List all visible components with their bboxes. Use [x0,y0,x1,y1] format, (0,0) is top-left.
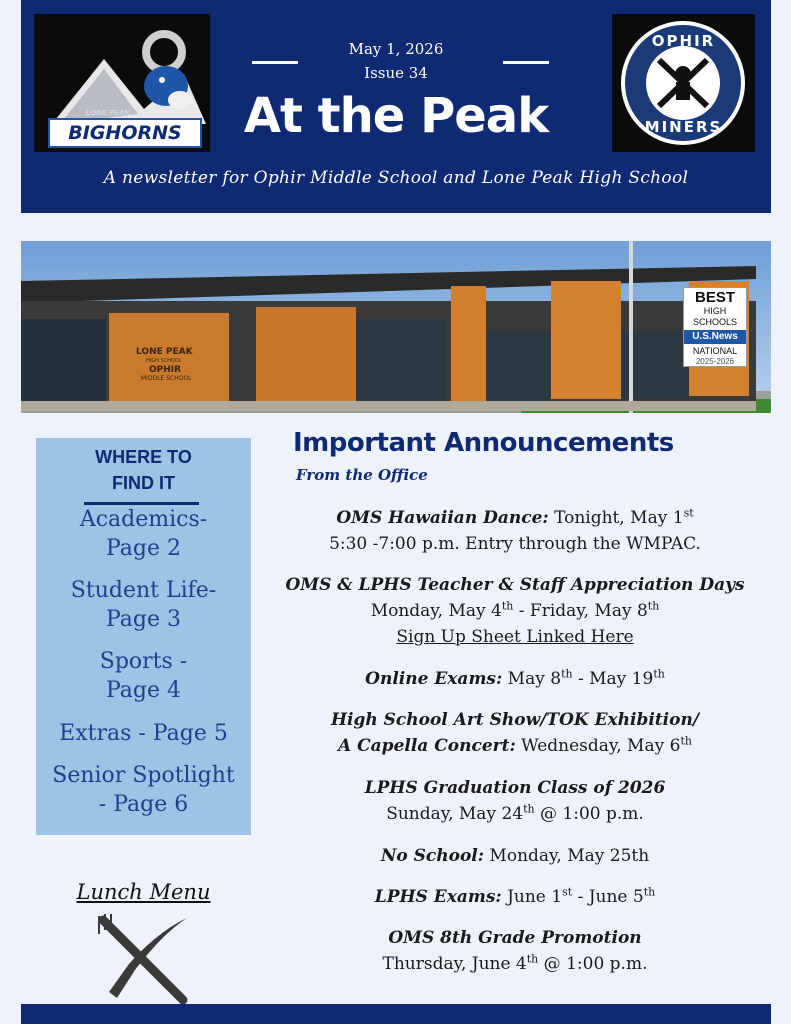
issue-number: Issue 34 [364,64,428,82]
badge-line1: BEST [694,289,735,306]
toc-item-line: Senior Spotlight [52,763,235,788]
announcement-label: A Capella Concert: [338,736,516,756]
announcement-line [268,951,762,977]
ordinal-suffix: th [561,667,573,681]
ordinal-suffix: th [653,667,665,681]
newsletter-header [21,0,771,213]
announcement-label: OMS 8th Grade Promotion [388,928,642,948]
announcement-item [268,505,762,557]
where-to-find-it-box [36,438,251,835]
announcement-text: Wednesday, May 6 [515,736,681,756]
announcement-item [268,572,762,650]
announcement-label: LPHS Exams: [374,887,502,907]
newsletter-title: At the Peak [243,88,549,144]
logo-right-bottom: MINERS [644,118,723,136]
announcement-item [268,666,762,692]
announcement-label-line [268,707,762,733]
announcement-label: OMS & LPHS Teacher & Staff Appreciation Days [285,575,745,595]
badge-line2: HIGH SCHOOLS [692,306,737,327]
toc-item-line: - Page 6 [98,792,189,817]
ordinal-suffix: th [501,599,514,613]
announcement-label-line [268,572,762,598]
announcement-item [268,843,762,869]
announcements-title: Important Announcements [293,428,674,458]
ordinal-suffix: th [680,734,692,748]
announcement-label-line [268,925,762,951]
toc-item-senior-spotlight[interactable] [36,761,251,819]
best-high-schools-badge [683,287,747,367]
announcement-line [268,733,762,759]
building-sign-line4: MIDDLE SCHOOL [141,375,192,382]
logo-left-main: BIGHORNS [48,118,202,148]
building-illustration [21,241,771,413]
logo-left-top: LONE PEAK [86,109,130,117]
announcement-text: June 1 [501,887,563,907]
toc-item-sports[interactable] [36,647,251,705]
toc-item-academics[interactable] [36,505,251,563]
ordinal-suffix: th [526,952,539,966]
building-sign-line3: OPHIR [149,365,182,375]
announcement-line: 5:30 -7:00 p.m. Entry through the WMPAC. [329,534,701,554]
announcement-label: High School Art Show/TOK Exhibition/ [330,710,700,730]
announcement-text: Monday, May 25th [484,846,650,866]
building-sign-line1: LONE PEAK [136,347,193,357]
sidebar-heading-line2: FIND IT [112,473,175,493]
announcement-text: May 8 [502,669,562,689]
badge-line5: 2025-2026 [695,357,735,366]
sidebar-heading [36,444,251,496]
announcement-line [268,505,762,531]
building-sign-line2: HIGH SCHOOL [146,358,182,364]
toc-item-line: Sports - [99,649,188,674]
announcement-label-line [268,775,762,801]
announcement-item [268,775,762,827]
announcement-label: LPHS Graduation Class of 2026 [364,778,666,798]
announcement-text: - Friday, May 8 [513,601,648,621]
announcement-label: No School: [380,846,485,866]
sidebar-heading-line1: WHERE TO [95,447,192,467]
miners-logo [612,14,755,152]
announcement-text: Tonight, May 1 [548,508,684,528]
announcement-line [268,801,762,827]
toc-item-line: Page 2 [105,536,182,561]
announcement-text: @ 1:00 p.m. [534,804,644,824]
announcement-item [268,925,762,977]
lunch-menu-link[interactable]: Lunch Menu [76,880,211,904]
announcement-text: - June 5 [572,887,644,907]
toc-item-line: Student Life- [70,578,217,603]
announcement-item [268,707,762,759]
ordinal-suffix: st [683,506,694,520]
toc-item-extras[interactable] [36,719,251,748]
badge-line4: NATIONAL [692,346,738,356]
announcement-item [268,884,762,910]
toc-item-student-life[interactable] [36,576,251,634]
badge-line3: U.S.News [684,330,746,344]
announcement-line [268,843,762,869]
announcement-line [268,666,762,692]
announcement-text: @ 1:00 p.m. [538,954,648,974]
ordinal-suffix: th [523,802,535,816]
announcement-label: Online Exams: [365,669,503,689]
announcements-subtitle: From the Office [296,466,428,484]
signup-sheet-link[interactable]: Sign Up Sheet Linked Here [396,627,634,647]
toc-item-line: Academics- [79,507,208,532]
ordinal-suffix: th [647,599,660,613]
announcement-text: Sunday, May 24 [386,804,524,824]
newsletter-subtitle: A newsletter for Ophir Middle School and Lone Peak High School [103,168,689,188]
announcement-label: OMS Hawaiian Dance: [336,508,549,528]
ordinal-suffix: th [643,885,656,899]
fork-knife-icon[interactable] [95,912,195,1007]
ordinal-suffix: st [562,885,573,899]
school-building-photo [21,241,771,413]
announcement-text: Thursday, June 4 [382,954,527,974]
announcement-line [268,884,762,910]
issue-date: May 1, 2026 [348,40,444,58]
toc-item-line: Extras - Page 5 [59,721,228,746]
announcement-line [268,598,762,624]
announcement-text: Monday, May 4 [370,601,502,621]
announcement-text: - May 19 [572,669,654,689]
toc-item-line: Page 3 [105,607,182,632]
logo-right-top: OPHIR [651,32,716,50]
footer-bar [21,1004,771,1024]
toc-item-line: Page 4 [105,678,182,703]
